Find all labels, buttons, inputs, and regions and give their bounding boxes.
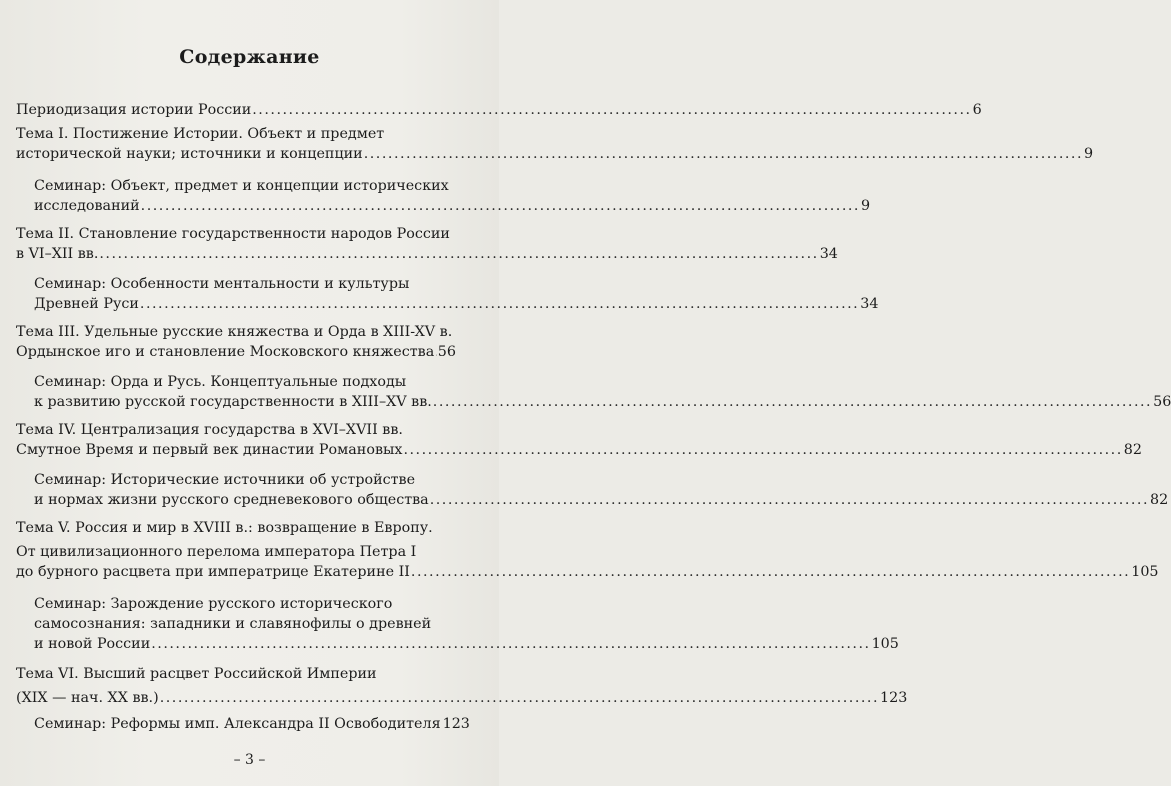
toc-page-number: 123 [442, 716, 470, 732]
dot-leader: ....................................................................................................................... [139, 296, 860, 312]
dot-leader: ....................................................................................................................... [429, 492, 1149, 508]
toc-page-number: 56 [1153, 394, 1171, 410]
dot-leader: ....................................................................................................................... [410, 564, 1131, 580]
toc-entry-text: до бурного расцвета при императрице Екатерине II [16, 564, 410, 580]
toc-entry[interactable] [34, 372, 1171, 412]
dot-leader: ....................................................................................................................... [403, 442, 1123, 458]
toc-page-number: 9 [1084, 146, 1094, 162]
dot-leader: ....................................................................................................................... [363, 146, 1084, 162]
toc-entry[interactable] [16, 124, 1094, 164]
toc-entry-text: От цивилизационного перелома императора Петра I [16, 544, 417, 560]
toc-entry-text: самосознания: западники и славянофилы о древней [34, 616, 432, 632]
dot-leader: ....................................................................................................................... [140, 198, 860, 214]
toc-entry-text: Семинар: Зарождение русского исторического [34, 596, 393, 612]
toc-title: Содержание [179, 46, 320, 68]
dot-leader: ....................................................................................................................... [432, 394, 1153, 410]
dot-leader: ....................................................................................................................... [252, 102, 972, 118]
page-number: – 3 – [233, 752, 266, 768]
toc-entry[interactable] [16, 664, 908, 708]
toc-entry-text: Семинар: Орда и Русь. Концептуальные подходы [34, 374, 407, 390]
toc-entry-text: Тема I. Постижение Истории. Объект и предмет [16, 126, 385, 142]
toc-entry-text: Семинар: Особенности ментальности и культуры [34, 276, 410, 292]
toc-page-number: 82 [1123, 442, 1142, 458]
toc-entry-text: Смутное Время и первый век династии Романовых [16, 442, 403, 458]
toc-entry[interactable] [16, 420, 1142, 460]
dot-leader: ....................................................................................................................... [159, 690, 879, 706]
toc-entry-text: Периодизация истории России [16, 102, 252, 118]
toc-entry-text: Тема III. Удельные русские княжества и Орда в XIII-XV в. [16, 324, 453, 340]
toc-entry-text: исследований [34, 198, 140, 214]
dot-leader [435, 342, 437, 362]
toc-entry-text: Тема IV. Централизация государства в XVI–XVII вв. [16, 422, 403, 438]
toc-entry[interactable] [34, 274, 879, 314]
toc-entry[interactable] [34, 176, 871, 216]
toc-entry-text: Семинар: Исторические источники об устройстве [34, 472, 416, 488]
toc-entry-text: (XIX — нач. XX вв.) [16, 690, 159, 706]
toc-page-number: 6 [972, 102, 982, 118]
toc-entry[interactable] [16, 100, 982, 120]
toc-entry-text: исторической науки; источники и концепции [16, 146, 363, 162]
dot-leader: ....................................................................................................................... [151, 636, 871, 652]
toc-entry-text: к развитию русской государственности в XIII–XV вв. [34, 394, 432, 410]
dot-leader: ....................................................................................................................... [99, 246, 819, 262]
toc-entry-text: Древней Руси [34, 296, 139, 312]
toc-entry-text: Семинар: Реформы имп. Александра II Освободителя [34, 716, 441, 732]
toc-page-number: 105 [871, 636, 899, 652]
toc-entry[interactable] [34, 470, 1169, 510]
toc-entry-text: и нормах жизни русского средневекового общества [34, 492, 429, 508]
toc-entry-text: Тема V. Россия и мир в XVIII в.: возвращение в Европу. [16, 520, 433, 536]
toc-entry-text: Тема VI. Высший расцвет Российской Империи [16, 666, 377, 682]
toc-page-number: 9 [860, 198, 871, 214]
toc-entry-text: Семинар: Объект, предмет и концепции исторических [34, 178, 449, 194]
toc-entry[interactable] [16, 322, 456, 362]
toc-entry[interactable] [34, 714, 470, 734]
toc-entry[interactable] [34, 594, 899, 654]
toc-page-number: 34 [860, 296, 879, 312]
toc-page-number: 56 [437, 344, 456, 360]
toc-entry[interactable] [16, 224, 838, 264]
toc-entry-text: Ордынское иго и становление Московского княжества [16, 344, 435, 360]
toc-entry-text: и новой России [34, 636, 151, 652]
toc-entry-text: Тема II. Становление государственности народов России [16, 226, 450, 242]
toc-page-number: 82 [1150, 492, 1169, 508]
toc-page-number: 34 [819, 246, 838, 262]
toc-entry-text: в VI–XII вв. [16, 246, 99, 262]
toc-page-number: 105 [1131, 564, 1159, 580]
toc-entry[interactable] [16, 518, 1159, 582]
toc-page-number: 123 [880, 690, 908, 706]
